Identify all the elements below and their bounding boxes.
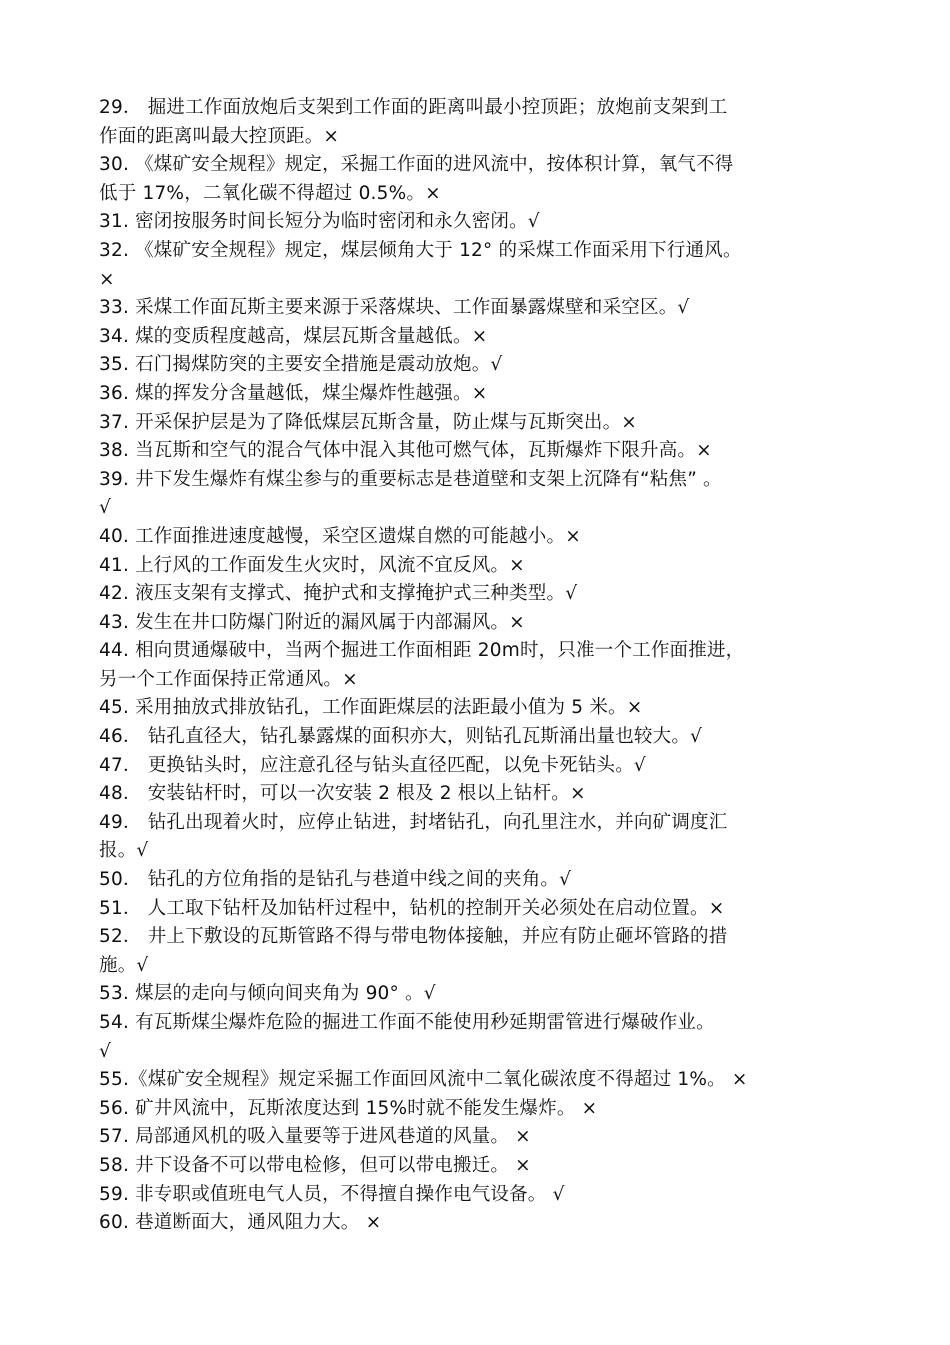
text-line: 报。√ — [99, 840, 149, 862]
text-line: 49． 钻孔出现着火时，应停止钻进，封堵钻孔，向孔里注水，并向矿调度汇 — [99, 811, 728, 833]
text-line: 54. 有瓦斯煤尘爆炸危险的掘进工作面不能使用秒延期雷管进行爆破作业。 — [99, 1012, 715, 1033]
text-line: 35. 石门揭煤防突的主要安全措施是震动放炮。√ — [99, 354, 503, 376]
text-line: 30. 《煤矿安全规程》规定，采掘工作面的进风流中，按体积计算，氧气不得 — [99, 154, 734, 176]
text-line: 40. 工作面推进速度越慢，采空区遗煤自燃的可能越小。× — [99, 525, 581, 547]
text-line: 31. 密闭按服务时间长短分为临时密闭和永久密闭。√ — [99, 211, 540, 233]
text-line: 施。√ — [99, 954, 149, 976]
text-line: 53. 煤层的走向与倾向间夹角为 90° 。√ — [99, 983, 436, 1005]
text-line: 58. 井下设备不可以带电检修，但可以带电搬迁。 × — [99, 1154, 531, 1176]
text-line: √ — [99, 497, 111, 519]
text-line: 50． 钻孔的方位角指的是钻孔与巷道中线之间的夹角。√ — [99, 869, 572, 891]
text-line: 低于 17%，二氧化碳不得超过 0.5%。× — [99, 182, 441, 204]
text-line: 56. 矿井风流中，瓦斯浓度达到 15%时就不能发生爆炸。 × — [99, 1097, 598, 1119]
question-list — [99, 94, 879, 1238]
text-line: 43. 发生在井口防爆门附近的漏风属于内部漏风。× — [99, 611, 525, 633]
text-line: 51． 人工取下钻杆及加钻杆过程中，钻机的控制开关必须处在启动位置。× — [99, 897, 725, 919]
text-line: × — [99, 268, 115, 290]
text-line: 55.《煤矿安全规程》规定采掘工作面回风流中二氧化碳浓度不得超过 1%。 × — [99, 1069, 748, 1091]
text-line: 29． 掘进工作面放炮后支架到工作面的距离叫最小控顶距；放炮前支架到工 — [99, 97, 728, 118]
text-line: 32. 《煤矿安全规程》规定，煤层倾角大于 12° 的采煤工作面采用下行通风。 — [99, 239, 742, 261]
text-line: √ — [99, 1040, 111, 1062]
text-line: 39. 井下发生爆炸有煤尘参与的重要标志是巷道壁和支架上沉降有“粘焦” 。 — [99, 468, 722, 490]
text-line: 57. 局部通风机的吸入量要等于进风巷道的风量。 × — [99, 1126, 531, 1148]
text-line: 36. 煤的挥发分含量越低，煤尘爆炸性越强。× — [99, 382, 488, 404]
text-line: 另一个工作面保持正常通风。× — [99, 668, 358, 690]
text-line: 37. 开采保护层是为了降低煤层瓦斯含量，防止煤与瓦斯突出。× — [99, 411, 638, 433]
text-line: 60. 巷道断面大，通风阻力大。 × — [99, 1212, 382, 1234]
text-line: 59. 非专职或值班电气人员，不得擅自操作电气设备。 √ — [99, 1183, 565, 1205]
text-line: 42. 液压支架有支撑式、掩护式和支撑掩护式三种类型。√ — [99, 583, 578, 605]
text-line: 38. 当瓦斯和空气的混合气体中混入其他可燃气体，瓦斯爆炸下限升高。× — [99, 440, 712, 462]
text-line: 47． 更换钻头时，应注意孔径与钻头直径匹配，以免卡死钻头。√ — [99, 754, 646, 776]
text-line: 作面的距离叫最大控顶距。× — [99, 125, 340, 147]
text-line: 34. 煤的变质程度越高，煤层瓦斯含量越低。× — [99, 325, 488, 347]
text-line: 41. 上行风的工作面发生火灾时，风流不宜反风。× — [99, 554, 525, 576]
text-line: 44. 相向贯通爆破中，当两个掘进工作面相距 20m时，只准一个工作面推进， — [99, 640, 745, 662]
text-line: 33. 采煤工作面瓦斯主要来源于采落煤块、工作面暴露煤壁和采空区。√ — [99, 297, 690, 319]
text-line: 45. 采用抽放式排放钻孔，工作面距煤层的法距最小值为 5 米。× — [99, 697, 643, 719]
text-line: 48． 安装钻杆时，可以一次安装 2 根及 2 根以上钻杆。× — [99, 783, 586, 805]
text-line: 46． 钻孔直径大，钻孔暴露煤的面积亦大，则钻孔瓦斯涌出量也较大。√ — [99, 726, 703, 748]
text-line: 52． 井上下敷设的瓦斯管路不得与带电物体接触，并应有防止砸坏管路的措 — [99, 926, 728, 948]
